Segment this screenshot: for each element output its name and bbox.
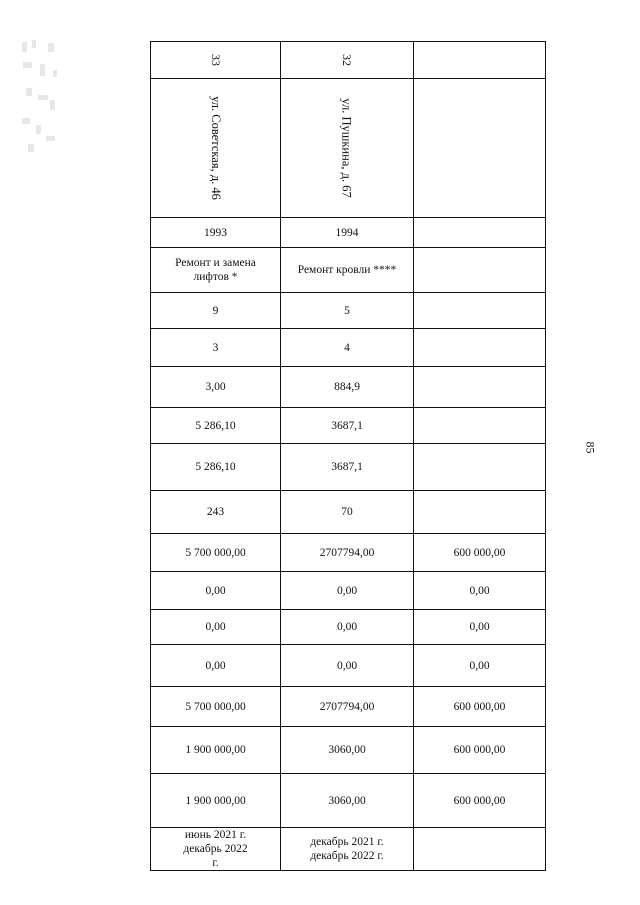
- amount-cell: 600 000,00: [414, 774, 546, 828]
- year-cell: 1994: [281, 218, 414, 248]
- page-number: 85: [583, 441, 598, 454]
- address-cell: [414, 79, 546, 218]
- year-cell: [414, 218, 546, 248]
- amount-cell: 0,00: [281, 572, 414, 610]
- amount-cell: 3060,00: [281, 774, 414, 828]
- table-cell: 3: [151, 329, 281, 367]
- amount-cell: 0,00: [414, 610, 546, 645]
- table-row: [151, 329, 546, 367]
- table-row: [151, 218, 546, 248]
- table-row: [151, 534, 546, 572]
- table-row: [151, 774, 546, 828]
- table-cell: 3,00: [151, 367, 281, 408]
- header-number-cell: [414, 42, 546, 79]
- address-cell: ул. Пушкина, д. 67: [281, 79, 414, 218]
- work-type-cell: [414, 248, 546, 293]
- table-row: [151, 248, 546, 293]
- period-cell: июнь 2021 г. декабрь 2022 г.: [151, 828, 281, 871]
- table-cell: 9: [151, 293, 281, 329]
- amount-cell: 5 700 000,00: [151, 687, 281, 727]
- table-cell: 884,9: [281, 367, 414, 408]
- table-cell: [414, 444, 546, 491]
- table-cell: 5 286,10: [151, 408, 281, 444]
- table-cell: [414, 367, 546, 408]
- period-cell: декабрь 2021 г. декабрь 2022 г.: [281, 828, 414, 871]
- address-cell: ул. Советская, д. 46: [151, 79, 281, 218]
- table-cell: 5 286,10: [151, 444, 281, 491]
- table-row: [151, 828, 546, 871]
- period-cell: [414, 828, 546, 871]
- table-row: [151, 79, 546, 218]
- table-cell: [414, 491, 546, 534]
- table-row: [151, 727, 546, 774]
- amount-cell: 0,00: [414, 572, 546, 610]
- amount-cell: 3060,00: [281, 727, 414, 774]
- amount-cell: 0,00: [281, 610, 414, 645]
- amount-cell: 2707794,00: [281, 534, 414, 572]
- table-cell: [414, 329, 546, 367]
- table-row: [151, 408, 546, 444]
- table-row: [151, 42, 546, 79]
- amount-cell: 0,00: [151, 610, 281, 645]
- table-row: [151, 367, 546, 408]
- amount-cell: 0,00: [414, 645, 546, 687]
- table-cell: 3687,1: [281, 408, 414, 444]
- work-type-cell: Ремонт и замена лифтов *: [151, 248, 281, 293]
- table-cell: [414, 408, 546, 444]
- amount-cell: 1 900 000,00: [151, 774, 281, 828]
- amount-cell: 2707794,00: [281, 687, 414, 727]
- amount-cell: 1 900 000,00: [151, 727, 281, 774]
- table-row: [151, 645, 546, 687]
- table-row: [151, 687, 546, 727]
- data-table: [150, 41, 546, 871]
- header-number-cell: 32: [281, 42, 414, 79]
- table-row: [151, 293, 546, 329]
- table-cell: 70: [281, 491, 414, 534]
- header-number-cell: 33: [151, 42, 281, 79]
- amount-cell: 0,00: [151, 645, 281, 687]
- amount-cell: 0,00: [151, 572, 281, 610]
- amount-cell: 600 000,00: [414, 687, 546, 727]
- scan-artifact: [20, 40, 62, 155]
- table-cell: 4: [281, 329, 414, 367]
- table-cell: 5: [281, 293, 414, 329]
- amount-cell: 0,00: [281, 645, 414, 687]
- table-row: [151, 444, 546, 491]
- amount-cell: 600 000,00: [414, 727, 546, 774]
- year-cell: 1993: [151, 218, 281, 248]
- table-row: [151, 491, 546, 534]
- table-cell: [414, 293, 546, 329]
- work-type-cell: Ремонт кровли ****: [281, 248, 414, 293]
- table-cell: 243: [151, 491, 281, 534]
- amount-cell: 600 000,00: [414, 534, 546, 572]
- amount-cell: 5 700 000,00: [151, 534, 281, 572]
- table-row: [151, 572, 546, 610]
- table-row: [151, 610, 546, 645]
- table-cell: 3687,1: [281, 444, 414, 491]
